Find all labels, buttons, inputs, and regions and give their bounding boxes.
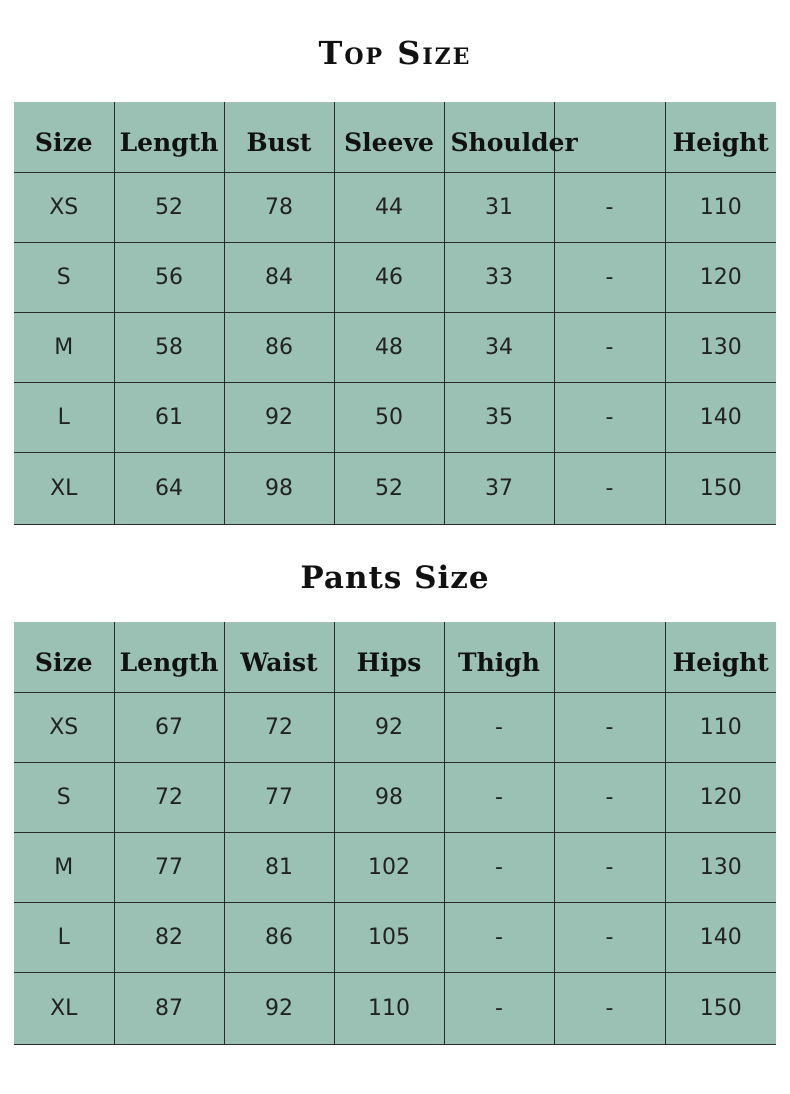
bust-cell: 78 — [224, 172, 334, 242]
blank-cell: - — [554, 242, 665, 312]
length-cell: 52 — [114, 172, 224, 242]
length-cell: 58 — [114, 312, 224, 382]
height-cell: 110 — [665, 692, 776, 762]
bust-cell: 92 — [224, 382, 334, 452]
column-header-hips: Hips — [334, 622, 444, 692]
size-cell: M — [14, 312, 114, 382]
column-header-bust: Bust — [224, 102, 334, 172]
pants-size-header-row — [14, 622, 776, 692]
size-cell: M — [14, 832, 114, 902]
blank-cell: - — [554, 382, 665, 452]
hips-cell: 102 — [334, 832, 444, 902]
size-cell: XL — [14, 972, 114, 1044]
hips-cell: 110 — [334, 972, 444, 1044]
column-header-thigh: Thigh — [444, 622, 554, 692]
length-cell: 61 — [114, 382, 224, 452]
shoulder-cell: 31 — [444, 172, 554, 242]
length-cell: 82 — [114, 902, 224, 972]
shoulder-cell: 34 — [444, 312, 554, 382]
thigh-cell: - — [444, 902, 554, 972]
blank-cell: - — [554, 692, 665, 762]
pants-size-table — [14, 622, 776, 1045]
height-cell: 110 — [665, 172, 776, 242]
bust-cell: 98 — [224, 452, 334, 524]
top-size-header-row — [14, 102, 776, 172]
table-row — [14, 762, 776, 832]
height-cell: 130 — [665, 832, 776, 902]
hips-cell: 105 — [334, 902, 444, 972]
blank-cell: - — [554, 172, 665, 242]
column-header-length: Length — [114, 622, 224, 692]
table-row — [14, 832, 776, 902]
thigh-cell: - — [444, 832, 554, 902]
blank-cell: - — [554, 312, 665, 382]
waist-cell: 92 — [224, 972, 334, 1044]
bust-cell: 84 — [224, 242, 334, 312]
table-row — [14, 452, 776, 524]
sleeve-cell: 44 — [334, 172, 444, 242]
size-cell: S — [14, 762, 114, 832]
top-size-table — [14, 102, 776, 525]
height-cell: 130 — [665, 312, 776, 382]
thigh-cell: - — [444, 762, 554, 832]
height-cell: 150 — [665, 452, 776, 524]
sleeve-cell: 50 — [334, 382, 444, 452]
column-header-sleeve: Sleeve — [334, 102, 444, 172]
top-size-title: Top Size — [318, 34, 472, 72]
hips-cell: 98 — [334, 762, 444, 832]
pants-size-title: Pants Size — [300, 560, 490, 596]
shoulder-cell: 37 — [444, 452, 554, 524]
table-row — [14, 172, 776, 242]
hips-cell: 92 — [334, 692, 444, 762]
thigh-cell: - — [444, 692, 554, 762]
size-cell: L — [14, 902, 114, 972]
table-row — [14, 902, 776, 972]
table-row — [14, 312, 776, 382]
length-cell: 72 — [114, 762, 224, 832]
sleeve-cell: 46 — [334, 242, 444, 312]
blank-cell: - — [554, 972, 665, 1044]
size-cell: L — [14, 382, 114, 452]
size-cell: S — [14, 242, 114, 312]
sleeve-cell: 48 — [334, 312, 444, 382]
blank-cell: - — [554, 902, 665, 972]
height-cell: 140 — [665, 382, 776, 452]
height-cell: 150 — [665, 972, 776, 1044]
column-header-size: Size — [14, 622, 114, 692]
table-row — [14, 692, 776, 762]
blank-cell: - — [554, 762, 665, 832]
column-header-length: Length — [114, 102, 224, 172]
size-cell: XS — [14, 172, 114, 242]
waist-cell: 77 — [224, 762, 334, 832]
column-header-height: Height — [665, 102, 776, 172]
length-cell: 56 — [114, 242, 224, 312]
column-header-height: Height — [665, 622, 776, 692]
size-cell: XS — [14, 692, 114, 762]
length-cell: 77 — [114, 832, 224, 902]
waist-cell: 72 — [224, 692, 334, 762]
waist-cell: 86 — [224, 902, 334, 972]
column-header-waist: Waist — [224, 622, 334, 692]
column-header-size: Size — [14, 102, 114, 172]
shoulder-cell: 35 — [444, 382, 554, 452]
table-row — [14, 972, 776, 1044]
height-cell: 120 — [665, 242, 776, 312]
length-cell: 64 — [114, 452, 224, 524]
bust-cell: 86 — [224, 312, 334, 382]
column-header-blank — [554, 622, 665, 692]
thigh-cell: - — [444, 972, 554, 1044]
height-cell: 140 — [665, 902, 776, 972]
length-cell: 67 — [114, 692, 224, 762]
height-cell: 120 — [665, 762, 776, 832]
column-header-shoulder: Shoulder — [444, 102, 554, 172]
blank-cell: - — [554, 452, 665, 524]
size-cell: XL — [14, 452, 114, 524]
sleeve-cell: 52 — [334, 452, 444, 524]
waist-cell: 81 — [224, 832, 334, 902]
shoulder-cell: 33 — [444, 242, 554, 312]
table-row — [14, 242, 776, 312]
blank-cell: - — [554, 832, 665, 902]
table-row — [14, 382, 776, 452]
length-cell: 87 — [114, 972, 224, 1044]
